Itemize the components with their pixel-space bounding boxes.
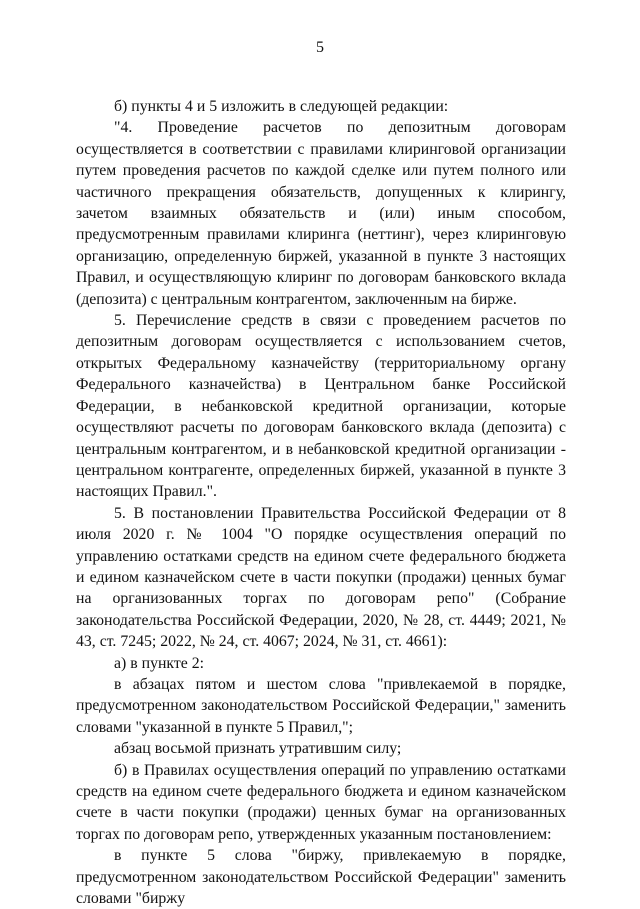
page-number: 5 bbox=[316, 39, 324, 56]
paragraph-item-4-settlements: "4. Проведение расчетов по депозитным договорам осуществляется в соответствии с правилами клиринговой организации путем проведения расчетов по каждой сделке или путем полного или частичного прекращения обязательств, допущенных к клирингу, зачетом взаимных обязательств и (или) иным способом, предусмотренным правилами клиринга (неттинг), через клиринговую организацию, определенную биржей, указанной в пункте 3 настоящих Правил, и осуществляющую клиринг по договорам банковского вклада (депозита) с центральным контрагентом, заключенным на бирже. bbox=[76, 119, 566, 308]
document-body bbox=[76, 96, 566, 909]
paragraph-a-item-2: а) в пункте 2: bbox=[114, 654, 205, 672]
paragraph-5-resolution-1004: 5. В постановлении Правительства Российской Федерации от 8 июля 2020 г. № 1004 "О порядке осуществления операций по управлению остатками средств на едином счете федерального бюджета и едином казначейском счете в части покупки (продажи) ценных бумаг на организованных торгах по договорам репо" (Собрание законодательства Российской Федерации, 2020, № 28, ст. 4449; 2021, № 43, ст. 7245; 2022, № 24, ст. 4067; 2024, № 31, ст. 4661): bbox=[76, 504, 566, 651]
paragraph-item-5-transfer: 5. Перечисление средств в связи с проведением расчетов по депозитным договорам осуществляется с использованием счетов, открытых Федеральному казначейству (территориальному органу Федерального казначейства) в Центральном банке Российской Федерации, в небанковской кредитной организации, которые осуществляют расчеты по договорам банковского вклада (депозита) с центральным контрагентом, и в небанковской кредитной организации - центральном контрагенте, определенных биржей, указанной в пункте 3 настоящих Правил.". bbox=[76, 312, 566, 501]
paragraph-b-items-4-5: б) пункты 4 и 5 изложить в следующей редакции: bbox=[114, 98, 449, 115]
paragraph-abzats-8: абзац восьмой признать утратившим силу; bbox=[114, 740, 402, 758]
paragraph-b-rules: б) в Правилах осуществления операций по управлению остатками средств на едином счете федерального бюджета и едином казначейском счете в части покупки (продажи) ценных бумаг на организованных торгах по договорам репо, утвержденных указанным постановлением: bbox=[76, 761, 566, 843]
paragraph-abzatsy-5-6: в абзацах пятом и шестом слова "привлекаемой в порядке, предусмотренном законодательством Российской Федерации," заменить словами "указанной в пункте 5 Правил,"; bbox=[76, 675, 566, 736]
paragraph-item-5-words: в пункте 5 слова "биржу, привлекаемую в порядке, предусмотренном законодательством Российской Федерации" заменить словами "биржу bbox=[76, 847, 566, 908]
